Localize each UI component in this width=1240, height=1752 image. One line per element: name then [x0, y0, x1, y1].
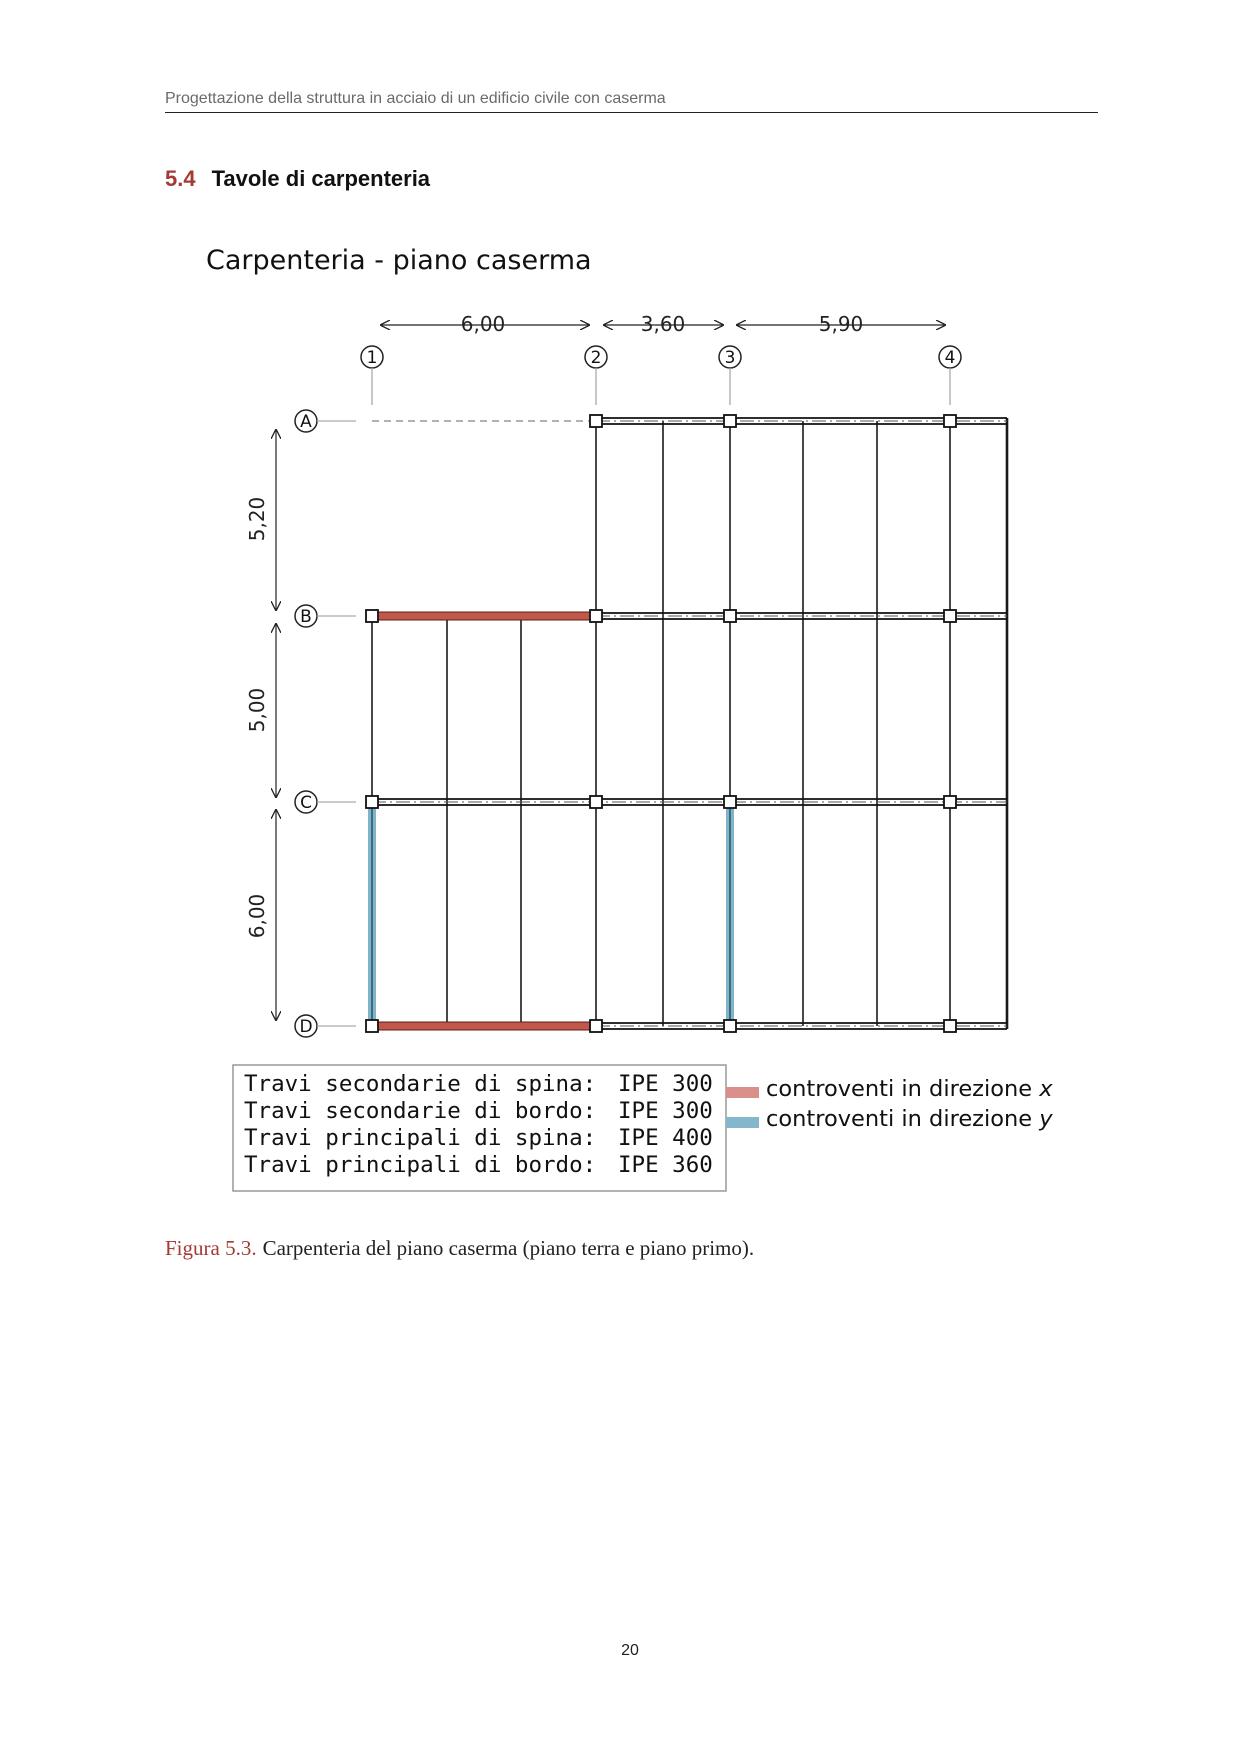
axis-label-C: C	[300, 793, 312, 813]
bracing-x	[372, 612, 596, 1030]
axis-label-B: B	[300, 607, 312, 627]
x-span-3-4: 5,90	[818, 312, 864, 336]
legend-swatch-x	[726, 1087, 759, 1098]
figure-caption-label: Figura 5.3.	[165, 1236, 257, 1260]
page-number: 20	[621, 1642, 639, 1659]
beam-profile: IPE 360	[618, 1152, 713, 1178]
bracing-y	[368, 802, 734, 1026]
column-axis-markers	[361, 346, 961, 405]
axis-label-1: 1	[366, 348, 378, 368]
beam-profile: IPE 300	[618, 1098, 713, 1124]
axis-label-2: 2	[590, 348, 602, 368]
y-span-C-D: 6,00	[245, 893, 269, 939]
beam-type-label: Travi secondarie di spina:	[244, 1071, 597, 1097]
section-title: Tavole di carpenteria	[211, 166, 431, 191]
figure-caption-text: Carpenteria del piano caserma (piano terra e piano primo).	[262, 1236, 755, 1260]
legend-label-x: controventi in direzione x	[766, 1076, 1053, 1102]
section-heading	[165, 166, 430, 192]
figure-caption	[165, 1236, 754, 1261]
principal-beams	[372, 418, 1007, 1029]
beam-profile: IPE 300	[618, 1071, 713, 1097]
axis-label-3: 3	[724, 348, 736, 368]
secondary-beams	[372, 418, 1007, 1029]
section-number: 5.4	[165, 166, 196, 191]
column-nodes	[366, 415, 956, 1032]
y-span-B-C: 5,00	[245, 687, 269, 733]
beam-type-label: Travi principali di bordo:	[244, 1152, 597, 1178]
beam-type-label: Travi principali di spina:	[244, 1125, 597, 1151]
figure-title: Carpenteria - piano caserma	[206, 245, 592, 276]
beam-section-table	[233, 1065, 726, 1191]
beam-type-label: Travi secondarie di bordo:	[244, 1098, 597, 1124]
beam-profile: IPE 400	[618, 1125, 713, 1151]
floor-plan-figure	[0, 230, 1240, 1210]
axis-label-A: A	[300, 412, 312, 432]
principal-beam-C	[372, 799, 1007, 805]
row-axis-markers	[295, 410, 356, 1037]
legend-swatch-y	[726, 1117, 759, 1128]
y-span-A-B: 5,20	[245, 496, 269, 542]
header-rule	[165, 112, 1098, 113]
x-span-2-3: 3,60	[640, 312, 686, 336]
x-span-1-2: 6,00	[460, 312, 506, 336]
legend-label-y: controventi in direzione y	[766, 1106, 1053, 1132]
bracing-legend	[726, 1076, 1053, 1132]
axis-label-4: 4	[944, 348, 956, 368]
running-header: Progettazione della struttura in acciaio di un edificio civile con caserma	[165, 90, 666, 107]
axis-label-D: D	[299, 1017, 313, 1037]
